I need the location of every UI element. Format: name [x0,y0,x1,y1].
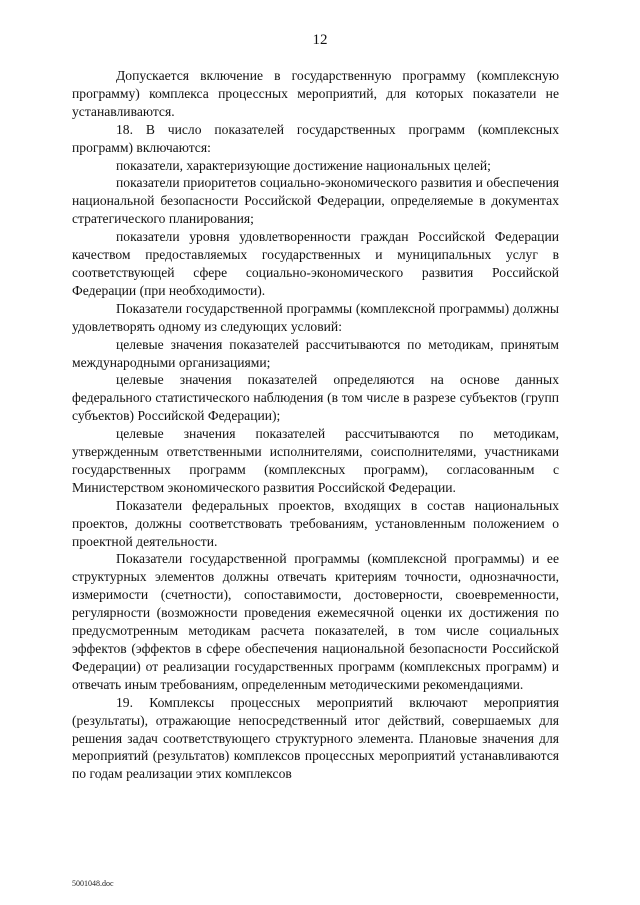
paragraph: показатели приоритетов социально-экономического развития и обеспечения национальной безопасности Российской Федерации, определяемые в документах стратегического планирования; [72,175,559,227]
document-body [72,67,559,783]
paragraph: Допускается включение в государственную программу (комплексную программу) комплекса процессных мероприятий, для которых показатели не устанавливаются. [72,68,559,119]
page-number: 12 [312,32,328,48]
paragraph: Показатели государственной программы (комплексной программы) и ее структурных элементов должны отвечать критериям точности, однозначности, измеримости (счетности), сопоставимости, достоверности, своевременности, регулярности (возможности проведения ежемесячной оценки их достижения по предусмотренным методикам расчета показателей, в том числе социальных эффектов (эффектов в сфере обеспечения национальной безопасности Российской Федерации) от реализации государственных программ (комплексных программ) и отвечать иным требованиям, определенным методическими рекомендациями. [72,551,559,692]
paragraph: 19. Комплексы процессных мероприятий включают мероприятия (результаты), отражающие непосредственный итог действий, совершаемых для решения задач соответствующего структурного элемента. Плановые значения для мероприятий (результатов) комплексов процессных мероприятий устанавливаются по годам реализации этих комплексов [72,694,559,782]
paragraph: показатели, характеризующие достижение национальных целей; [116,157,491,173]
paragraph: целевые значения показателей рассчитываются по методикам, принятым международными организациями; [72,336,559,370]
paragraph: целевые значения показателей рассчитываются по методикам, утвержденным ответственными исполнителями, соисполнителями, участниками государственных программ (комплексных программ), согласованным с Министерством экономического развития Российской Федерации. [72,426,559,495]
footer-file-code: 5001048.doc [72,879,114,888]
paragraph: 18. В число показателей государственных программ (комплексных программ) включаются: [72,121,559,155]
paragraph: показатели уровня удовлетворенности граждан Российской Федерации качеством предоставляемых государственных и муниципальных услуг в соответствующей сфере социально-экономического развития Российской Федерации (при необходимости). [72,229,559,298]
paragraph: Показатели федеральных проектов, входящих в состав национальных проектов, должны соответствовать требованиям, установленным положением о проектной деятельности. [72,497,559,549]
paragraph: целевые значения показателей определяются на основе данных федерального статистического наблюдения (в том числе в разрезе субъектов (групп субъектов) Российской Федерации); [72,372,559,424]
paragraph: Показатели государственной программы (комплексной программы) должны удовлетворять одному из следующих условий: [72,300,559,334]
